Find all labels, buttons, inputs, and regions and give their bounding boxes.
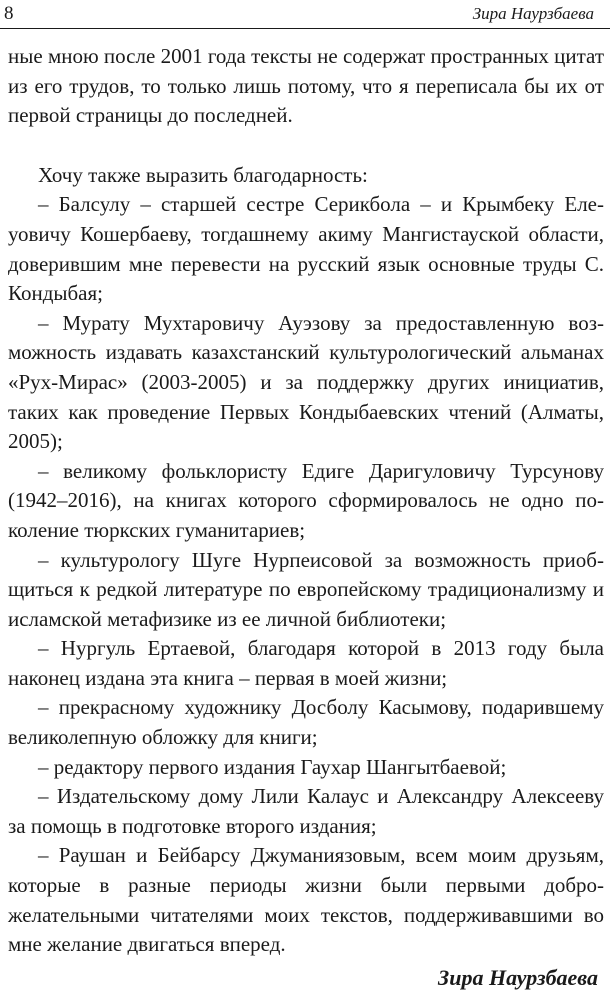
paragraph-thanks-item: – Мурату Мухтаровичу Ауэзову за предоставленную возможность издавать казахстанский культурологический альманах «Рух-Мирас» (2003-2005) и за поддержку других инициатив, таких как проведение Первых Кондыбаевских чтений (Алматы, 2005); bbox=[8, 310, 604, 454]
page-number: 8 bbox=[4, 3, 14, 24]
body-text bbox=[8, 42, 604, 960]
paragraph-continuation: ные мною после 2001 года тексты не содержат пространных цитат из его трудов, то только лишь потому, что я переписала бы их от первой страницы до последней. bbox=[8, 44, 604, 128]
paragraph-thanks-item: – прекрасному художнику Досболу Касымову, подарившему великолепную обложку для книги; bbox=[8, 695, 604, 750]
paragraph-thanks-item: – великому фольклористу Едиге Даригуловичу Турсунову (1942–2016), на книгах которого сформировалось не одно поколение тюркских гуманитариев; bbox=[8, 458, 604, 542]
header-rule bbox=[0, 28, 610, 29]
paragraph-thanks-item: – культурологу Шуге Нурпеисовой за возможность приобщиться к редкой литературе по европейскому традиционализму и исламской метафизике из ее личной библиотеки; bbox=[8, 547, 604, 631]
paragraph-thanks-item: – Балсулу – старшей сестре Серикбола – и Крымбеку Елеуовичу Кошербаеву, тогдашнему акиму Мангистауской области, доверившим мне перевести на русский язык основные труды С. Кондыбая; bbox=[8, 192, 604, 306]
paragraph-thanks-item: – редактору первого издания Гаухар Шангытбаевой; bbox=[38, 754, 507, 779]
author-signature: Зира Наурзбаева bbox=[438, 965, 598, 990]
paragraph-thanks-item: – Издательскому дому Лили Калаус и Александру Алексееву за помощь в подготовке второго издания; bbox=[8, 784, 604, 838]
paragraph-thanks-item: – Раушан и Бейбарсу Джуманиязовым, всем моим друзьям, которые в разные периоды жизни были первыми доброжелательными читателями моих текстов, поддерживавшими во мне желание двигаться вперед. bbox=[8, 843, 604, 957]
page-header bbox=[0, 0, 610, 30]
paragraph-thanks-item: – Нургуль Ертаевой, благодаря которой в 2013 году была наконец издана эта книга – первая в моей жизни; bbox=[8, 636, 604, 690]
running-title: Зира Наурзбаева bbox=[472, 4, 594, 23]
paragraph-thanks-intro: Хочу также выразить благодарность: bbox=[38, 162, 368, 187]
